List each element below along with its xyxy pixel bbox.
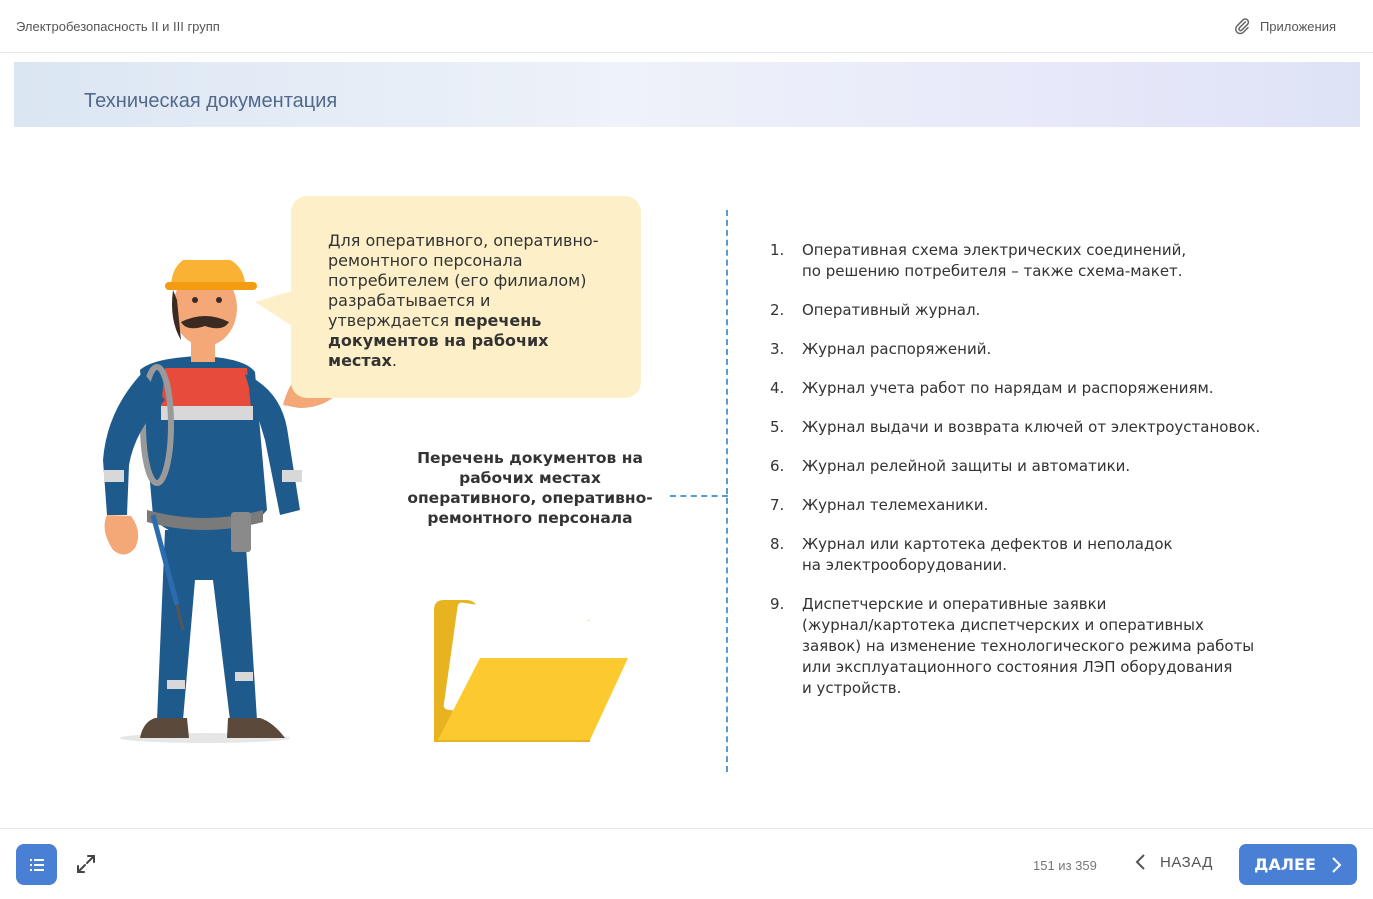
list-item-text: Оперативная схема электрических соединений, по решению потребителя – также схема-макет. xyxy=(802,241,1187,280)
course-title: Электробезопасность II и III групп xyxy=(16,19,220,34)
list-item-number: 2. xyxy=(770,301,785,319)
list-item-number: 7. xyxy=(770,496,785,514)
list-item-text: Журнал телемеханики. xyxy=(802,496,989,514)
chevron-left-icon xyxy=(1134,853,1148,871)
next-button-label: ДАЛЕЕ xyxy=(1254,855,1316,874)
attachments-label: Приложения xyxy=(1259,18,1336,34)
list-item-number: 6. xyxy=(770,457,785,475)
folder-icon xyxy=(430,600,630,745)
list-item-text: Журнал релейной защиты и автоматики. xyxy=(802,457,1131,475)
list-item xyxy=(770,495,1330,516)
list-item xyxy=(770,534,1330,576)
folder-caption: Перечень документов на рабочих местах оперативного, оперативно-ремонтного персонала xyxy=(407,449,653,527)
list-item-number: 8. xyxy=(770,535,785,553)
back-button-label: НАЗАД xyxy=(1160,853,1213,871)
list-item xyxy=(770,417,1330,438)
speech-text-bold: перечень документов на рабочих местах xyxy=(328,311,549,370)
list-item-text: Диспетчерские и оперативные заявки (журнал/картотека диспетчерских и оперативных заявок) на изменение технологического режима работы или эксплуатационного состояния ЛЭП оборудования и устройств. xyxy=(802,595,1255,697)
list-item xyxy=(770,378,1330,399)
section-banner xyxy=(14,62,1360,127)
slide-content xyxy=(0,140,1373,825)
back-button[interactable] xyxy=(1134,853,1213,871)
list-item-number: 1. xyxy=(770,241,785,259)
dashed-divider xyxy=(726,210,728,772)
list-item-text: Журнал или картотека дефектов и неполадок на электрооборудовании. xyxy=(802,535,1173,574)
list-item xyxy=(770,300,1330,321)
list-item-text: Оперативный журнал. xyxy=(802,301,981,319)
list-item-text: Журнал выдачи и возврата ключей от электроустановок. xyxy=(802,418,1261,436)
expand-icon[interactable] xyxy=(76,854,96,874)
bottom-bar xyxy=(0,828,1373,899)
speech-bubble xyxy=(291,196,641,398)
attachments-button[interactable] xyxy=(1233,17,1336,35)
list-icon xyxy=(27,855,47,875)
paperclip-icon xyxy=(1233,17,1251,35)
list-item-text: Журнал учета работ по нарядам и распоряжениям. xyxy=(802,379,1214,397)
top-bar xyxy=(0,0,1373,53)
chevron-right-icon xyxy=(1330,856,1342,874)
speech-text-plain: Для оперативного, оперативно-ремонтного персонала потребителем (его филиалом) разрабатывается и утверждается xyxy=(328,231,599,330)
speech-bubble-tail xyxy=(255,290,295,328)
list-item xyxy=(770,339,1330,360)
documents-list xyxy=(770,240,1330,717)
list-item-text: Журнал распоряжений. xyxy=(802,340,992,358)
list-item xyxy=(770,456,1330,477)
list-item-number: 9. xyxy=(770,595,785,613)
list-item xyxy=(770,594,1330,699)
speech-bubble-text xyxy=(328,231,613,371)
speech-text-end: . xyxy=(391,351,397,370)
table-of-contents-button[interactable] xyxy=(16,844,57,885)
list-item-number: 5. xyxy=(770,418,785,436)
list-item-number: 4. xyxy=(770,379,785,397)
page-title: Техническая документация xyxy=(84,90,338,112)
dashed-connector xyxy=(670,495,728,497)
list-item-number: 3. xyxy=(770,340,785,358)
page-counter: 151 из 359 xyxy=(1033,858,1097,873)
next-button[interactable] xyxy=(1239,844,1357,885)
list-item xyxy=(770,240,1330,282)
